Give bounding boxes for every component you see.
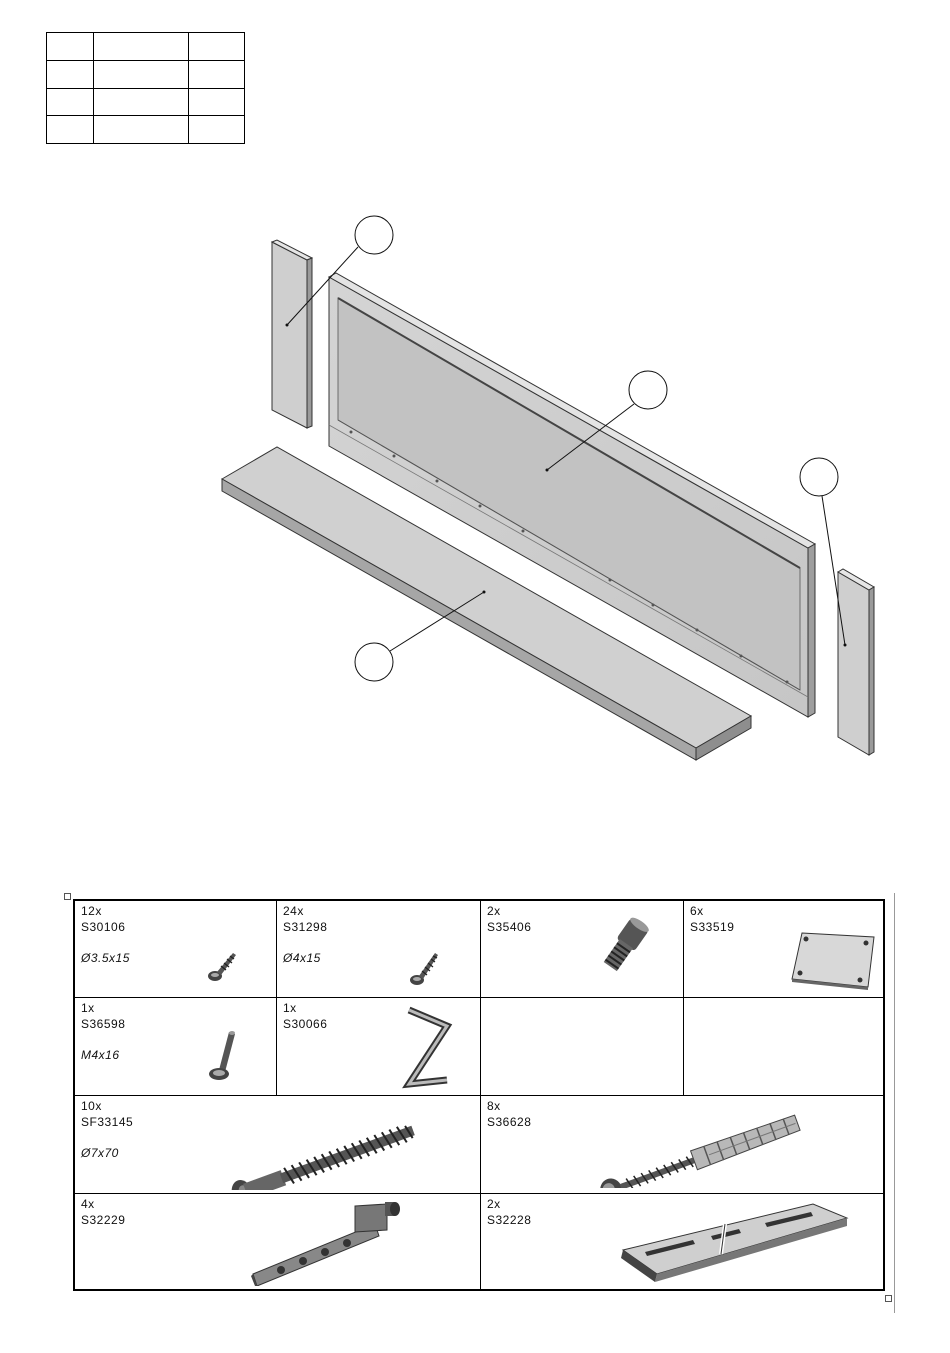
wood-screw-icon <box>207 945 243 985</box>
connector-screw-icon <box>215 1104 421 1190</box>
hardware-size: M4x16 <box>81 1048 120 1062</box>
hardware-code: S36628 <box>487 1115 532 1129</box>
table-row <box>47 33 245 61</box>
hardware-cell <box>481 1194 883 1289</box>
hardware-cell <box>75 1194 481 1289</box>
leveling-foot-icon <box>591 913 651 979</box>
hardware-code: SF33145 <box>81 1115 134 1129</box>
wood-screw-icon <box>409 945 445 989</box>
hardware-qty: 6x <box>690 904 704 918</box>
hardware-code: S30066 <box>283 1017 328 1031</box>
corner-marker <box>64 893 71 900</box>
machine-bolt-icon <box>205 1028 245 1084</box>
hardware-cell <box>75 998 277 1096</box>
hardware-qty: 2x <box>487 904 501 918</box>
hardware-cell <box>277 998 481 1096</box>
hardware-cell <box>481 901 684 998</box>
hardware-qty: 4x <box>81 1197 95 1211</box>
hardware-code: S35406 <box>487 920 532 934</box>
hanging-rail-icon <box>615 1198 855 1284</box>
hardware-cell <box>75 901 277 998</box>
hardware-qty: 12x <box>81 904 102 918</box>
hardware-table <box>73 899 885 1291</box>
hardware-size: Ø7x70 <box>81 1146 119 1160</box>
hardware-qty: 10x <box>81 1099 102 1113</box>
wall-plug-screw-icon <box>585 1102 811 1188</box>
hardware-size: Ø3.5x15 <box>81 951 130 965</box>
hardware-qty: 24x <box>283 904 304 918</box>
hardware-cell-empty <box>684 998 883 1096</box>
hardware-code: S32229 <box>81 1213 126 1227</box>
hardware-qty: 2x <box>487 1197 501 1211</box>
left-side-panel <box>272 240 312 428</box>
table-row <box>47 88 245 116</box>
hardware-size: Ø4x15 <box>283 951 321 965</box>
hardware-qty: 1x <box>81 1001 95 1015</box>
allen-key-icon <box>401 1002 461 1090</box>
margin-rule <box>894 893 895 1313</box>
mounting-plate-icon <box>788 925 880 991</box>
assembly-drawing <box>0 180 950 800</box>
hardware-qty: 1x <box>283 1001 297 1015</box>
corner-marker <box>885 1295 892 1302</box>
hardware-code: S31298 <box>283 920 328 934</box>
hardware-code: S32228 <box>487 1213 532 1227</box>
hardware-qty: 8x <box>487 1099 501 1113</box>
hinge-bracket-icon <box>245 1200 411 1286</box>
hardware-cell <box>481 1096 883 1194</box>
hardware-cell <box>277 901 481 998</box>
right-side-panel <box>838 569 874 755</box>
hardware-code: S36598 <box>81 1017 126 1031</box>
hardware-cell-empty <box>481 998 684 1096</box>
parts-list-table <box>46 32 245 144</box>
hardware-cell <box>75 1096 481 1194</box>
hardware-cell <box>684 901 883 998</box>
hardware-code: S33519 <box>690 920 735 934</box>
hardware-code: S30106 <box>81 920 126 934</box>
table-row <box>47 116 245 144</box>
table-row <box>47 60 245 88</box>
